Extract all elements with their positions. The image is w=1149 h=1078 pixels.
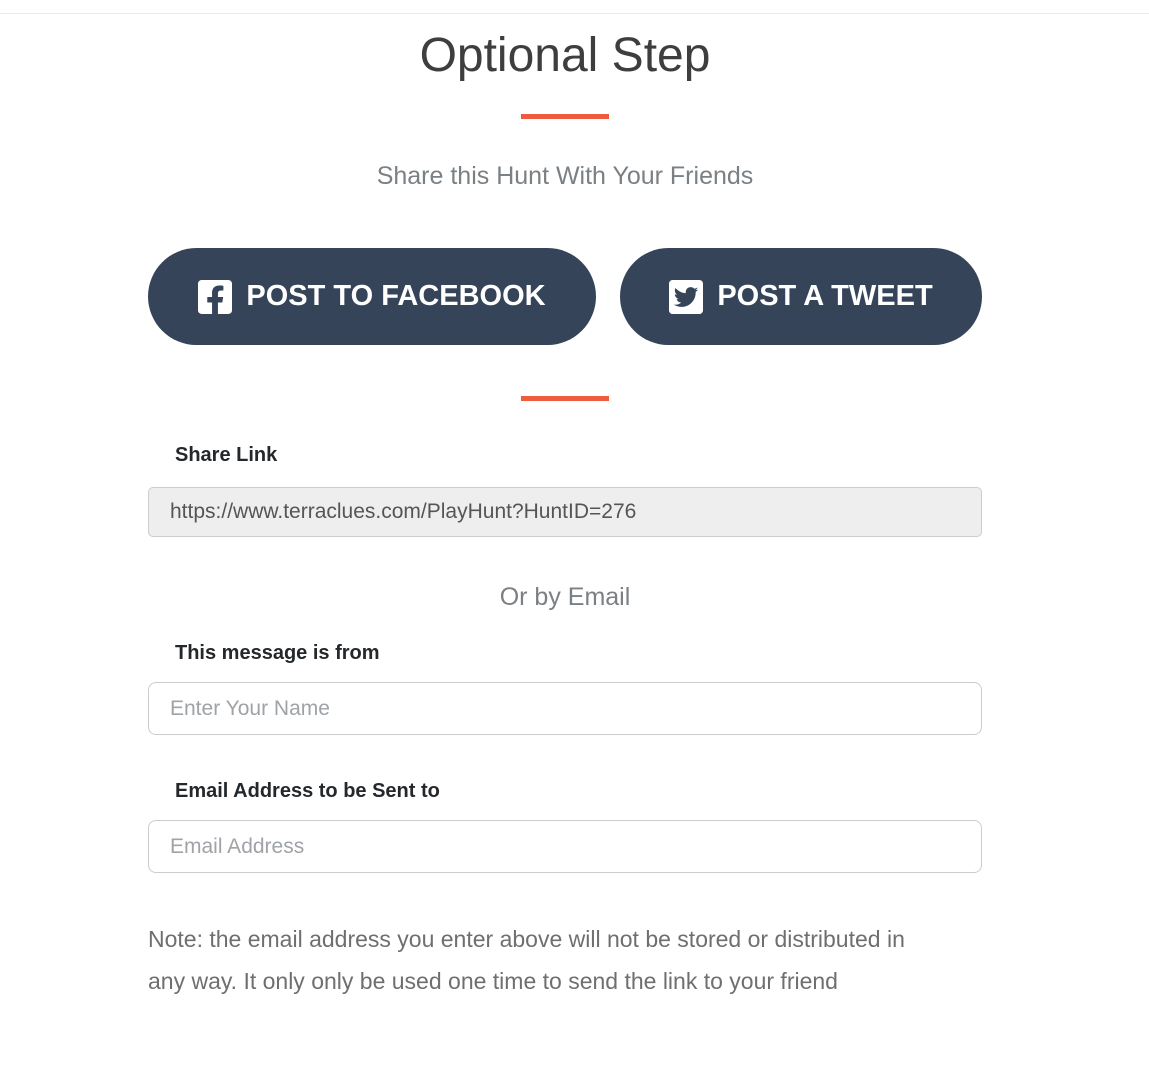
or-by-email-heading: Or by Email	[499, 583, 631, 611]
message-from-label: This message is from	[175, 642, 380, 664]
share-page	[0, 13, 1149, 1002]
accent-divider	[521, 114, 609, 119]
page-subtitle: Share this Hunt With Your Friends	[376, 162, 754, 190]
sender-name-input[interactable]	[148, 682, 982, 735]
social-button-row	[148, 248, 982, 345]
privacy-note: Note: the email address you enter above will not be stored or distributed in any way. It only only be used one time to send the link to your friend	[148, 926, 905, 994]
recipient-email-input[interactable]	[148, 820, 982, 873]
facebook-square-icon	[198, 280, 232, 314]
email-address-label: Email Address to be Sent to	[175, 780, 440, 802]
accent-divider	[521, 396, 609, 401]
top-divider	[0, 13, 1149, 14]
content-container	[148, 26, 982, 1002]
post-to-facebook-button[interactable]	[148, 248, 596, 345]
tweet-button-label: POST A TWEET	[717, 280, 933, 312]
facebook-button-label: POST TO FACEBOOK	[246, 280, 546, 312]
post-a-tweet-button[interactable]	[620, 248, 982, 345]
share-link-input[interactable]	[148, 487, 982, 537]
share-link-label: Share Link	[175, 444, 278, 466]
page-title: Optional Step	[419, 29, 711, 82]
twitter-square-icon	[669, 280, 703, 314]
